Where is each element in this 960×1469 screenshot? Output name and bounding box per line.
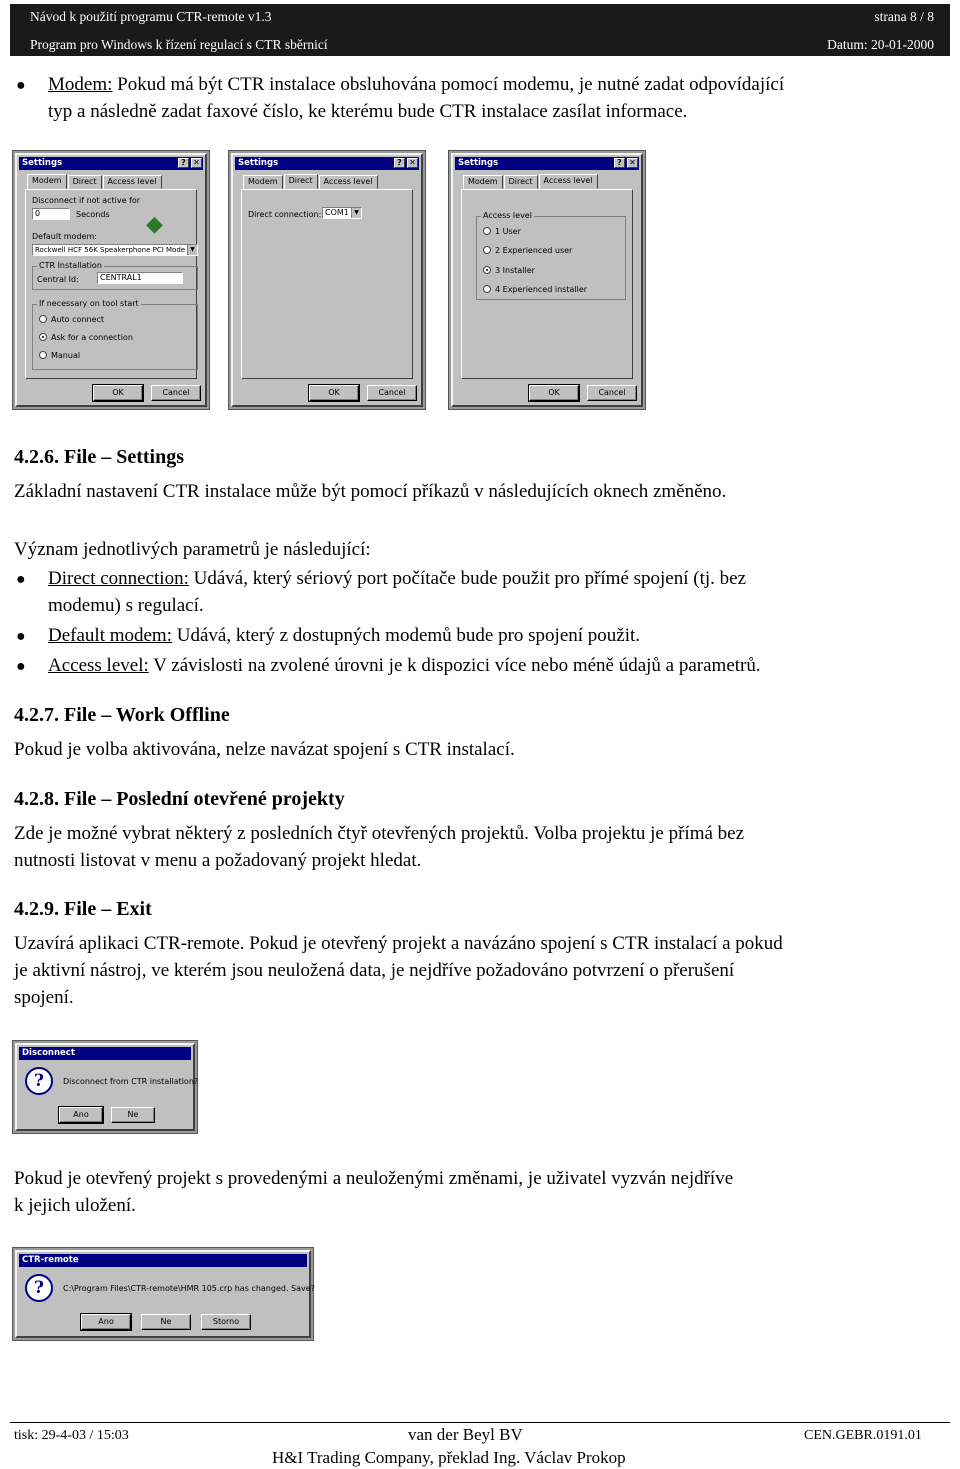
s429-paragraph-2: je aktivní nástroj, ve kterém jsou neuložená data, je nejdříve požadováno potvrzení o přerušení [14,960,735,981]
experienced-installer-label: 4 Experienced installer [495,285,588,294]
close-button[interactable]: ✕ [407,158,418,168]
dialog-titlebar [455,157,639,170]
tab-access-level[interactable]: Access level [319,175,378,189]
default-modem-value: Rockwell HCF 56K Speakerphone PCI Mode [35,246,186,254]
tab-access-level[interactable]: Access level [103,175,162,189]
no-button[interactable]: Ne [111,1107,155,1123]
page-header [0,0,960,58]
radio-manual[interactable] [39,351,47,359]
settings-access-dialog [451,153,643,407]
s429-paragraph-3: spojení. [14,987,74,1008]
intro-text-1: Pokud má být CTR instalace obsluhována pomocí modemu, je nutné zadat odpovídající [112,74,785,95]
screenshot-settings-modem [12,150,210,410]
no-button[interactable]: Ne [141,1314,191,1330]
s429-paragraph-1: Uzavírá aplikaci CTR-remote. Pokud je otevřený projekt a navázáno spojení s CTR instalací a pokud [14,933,783,954]
bullet-icon: ● [16,571,26,588]
doc-title: Návod k použití programu CTR-remote v1.3 [30,9,272,24]
bullet-direct-connection-cont: modemu) s regulací. [48,595,204,616]
disconnect-dialog [15,1043,199,1131]
after-disconnect-paragraph-1: Pokud je otevřený projekt s provedenými a neuloženými změnami, je uživatel vyzván nejdříve [14,1168,734,1189]
dialog-title: CTR-remote [22,1255,79,1265]
cancel-button[interactable]: Cancel [151,385,201,401]
bullet-direct-connection [48,565,746,592]
tab-access-level[interactable]: Access level [539,174,598,189]
footer-divider [10,1422,950,1423]
tab-strip [463,175,599,189]
tab-modem[interactable]: Modem [243,175,283,189]
direct-connection-label: Direct connection: [248,210,322,219]
bullet-default-modem [48,622,640,649]
installer-label: 3 Installer [495,266,535,275]
tab-strip [243,175,379,189]
settings-direct-dialog [231,153,423,407]
page-number: strana 8 / 8 [874,9,934,24]
ok-button[interactable]: OK [93,385,143,401]
default-modem-select[interactable] [32,244,198,256]
user-label: 1 User [495,227,521,236]
question-icon: ? [25,1067,53,1095]
s428-paragraph-1: Zde je možné vybrat některý z posledních čtyř otevřených projektů. Volba projektu je přímá bez [14,823,745,844]
intro-line-1 [48,71,784,98]
ctr-installation-group [32,261,198,290]
access-level-group [476,211,626,300]
doc-subtitle: Program pro Windows k řízení regulací s CTR sběrnicí [30,37,328,52]
heading-4-2-6: 4.2.6. File – Settings [14,446,184,468]
experienced-user-label: 2 Experienced user [495,246,573,255]
bullet-access-level [48,652,761,679]
screenshot-settings-access [448,150,646,410]
seconds-label: Seconds [76,210,110,219]
yes-button[interactable]: Ano [81,1314,131,1330]
radio-ask-connection[interactable] [39,333,47,341]
cancel-button[interactable]: Cancel [367,385,417,401]
dialog-titlebar [235,157,419,170]
header-row-1 [30,9,934,25]
group-title: If necessary on tool start [39,299,139,308]
close-button[interactable]: ✕ [627,158,638,168]
heading-4-2-9: 4.2.9. File – Exit [14,898,152,920]
question-icon: ? [25,1274,53,1302]
dialog-title: Settings [22,158,63,168]
group-title: CTR Installation [39,261,102,270]
s426-paragraph-1: Základní nastavení CTR instalace může být pomocí příkazů v následujících oknech změněno. [14,481,727,502]
intro-line-2: typ a následně zadat faxové číslo, ke kterému bude CTR instalace zasílat informace. [48,101,688,122]
term-access-level: Access level: [48,655,149,676]
settings-modem-dialog [15,153,207,407]
default-modem-label: Default modem: [32,232,97,241]
screenshot-settings-direct [228,150,426,410]
radio-user[interactable] [483,227,491,235]
dialog-title: Disconnect [22,1048,75,1058]
after-disconnect-paragraph-2: k jejich uložení. [14,1195,136,1216]
tool-start-group [32,299,198,370]
ctr-remote-dialog [15,1250,315,1338]
yes-button[interactable]: Ano [59,1107,103,1123]
tab-direct[interactable]: Direct [284,174,318,189]
tab-strip [27,175,163,189]
bullet-icon: ● [16,658,26,675]
dialog-titlebar [19,1047,191,1060]
tab-panel [25,189,197,379]
dialog-titlebar [19,157,203,170]
tab-direct[interactable]: Direct [504,175,538,189]
tab-panel [461,189,633,379]
screenshot-ctr-remote [12,1247,314,1341]
tab-panel [241,189,413,379]
save-message: C:\Program Files\CTR-remote\HMR 105.crp has changed. Save? [63,1284,315,1293]
s428-paragraph-2: nutnosti listovat v menu a požadovaný projekt hledat. [14,850,422,871]
dialog-title: Settings [238,158,279,168]
desc-access-level: V závislosti na zvolené úrovni je k dispozici více nebo méně údajů a parametrů. [148,655,761,676]
disconnect-input[interactable]: 0 [32,208,70,220]
ask-connection-label: Ask for a connection [51,333,133,342]
tab-modem[interactable]: Modem [27,174,67,189]
term-default-modem: Default modem: [48,625,172,646]
cancel-button[interactable]: Cancel [587,385,637,401]
radio-auto-connect[interactable] [39,315,47,323]
direct-connection-value: COM1 [325,208,349,217]
help-button[interactable]: ? [394,158,405,168]
group-title: Access level [483,211,532,220]
direct-connection-select[interactable] [322,207,362,219]
dialog-titlebar [19,1254,307,1267]
desc-direct-connection: Udává, který sériový port počítače bude použit pro přímé spojení (tj. bez [188,568,747,589]
footer-company: van der Beyl BV [408,1425,523,1444]
heading-4-2-7: 4.2.7. File – Work Offline [14,704,230,726]
help-button[interactable]: ? [614,158,625,168]
manual-label: Manual [51,351,81,360]
s426-paragraph-2: Význam jednotlivých parametrů je následující: [14,539,371,560]
intro-term: Modem: [48,74,113,95]
close-button[interactable]: ✕ [191,158,202,168]
cancel-button[interactable]: Storno [201,1314,251,1330]
tab-modem[interactable]: Modem [463,175,503,189]
tab-direct[interactable]: Direct [68,175,102,189]
desc-default-modem: Udává, který z dostupných modemů bude pro spojení použit. [172,625,641,646]
central-id-label: Central Id: [37,275,79,284]
term-direct-connection: Direct connection: [48,568,189,589]
footer-doc-code: CEN.GEBR.0191.01 [804,1428,922,1443]
disconnect-label: Disconnect if not active for [32,196,141,205]
header-row-2 [30,37,934,53]
doc-date: Datum: 20-01-2000 [827,37,934,52]
footer-print-date: tisk: 29-4-03 / 15:03 [14,1428,129,1443]
ok-button[interactable]: OK [529,385,579,401]
dialog-title: Settings [458,158,499,168]
modem-icon: ◆ [146,212,163,237]
radio-installer[interactable] [483,266,491,274]
radio-experienced-user[interactable] [483,246,491,254]
central-id-input[interactable]: CENTRAL1 [97,272,183,284]
auto-connect-label: Auto connect [51,315,105,324]
disconnect-message: Disconnect from CTR installation? [63,1077,199,1086]
s427-paragraph: Pokud je volba aktivována, nelze navázat spojení s CTR instalací. [14,739,515,760]
footer-translator: H&I Trading Company, překlad Ing. Václav Prokop [272,1448,626,1467]
heading-4-2-8: 4.2.8. File – Poslední otevřené projekty [14,788,345,810]
chevron-down-icon[interactable]: ▼ [351,208,361,218]
bullet-icon: ● [16,77,26,94]
help-button[interactable]: ? [178,158,189,168]
chevron-down-icon[interactable]: ▼ [187,245,197,255]
bullet-icon: ● [16,628,26,645]
screenshot-disconnect [12,1040,198,1134]
radio-experienced-installer[interactable] [483,285,491,293]
ok-button[interactable]: OK [309,385,359,401]
